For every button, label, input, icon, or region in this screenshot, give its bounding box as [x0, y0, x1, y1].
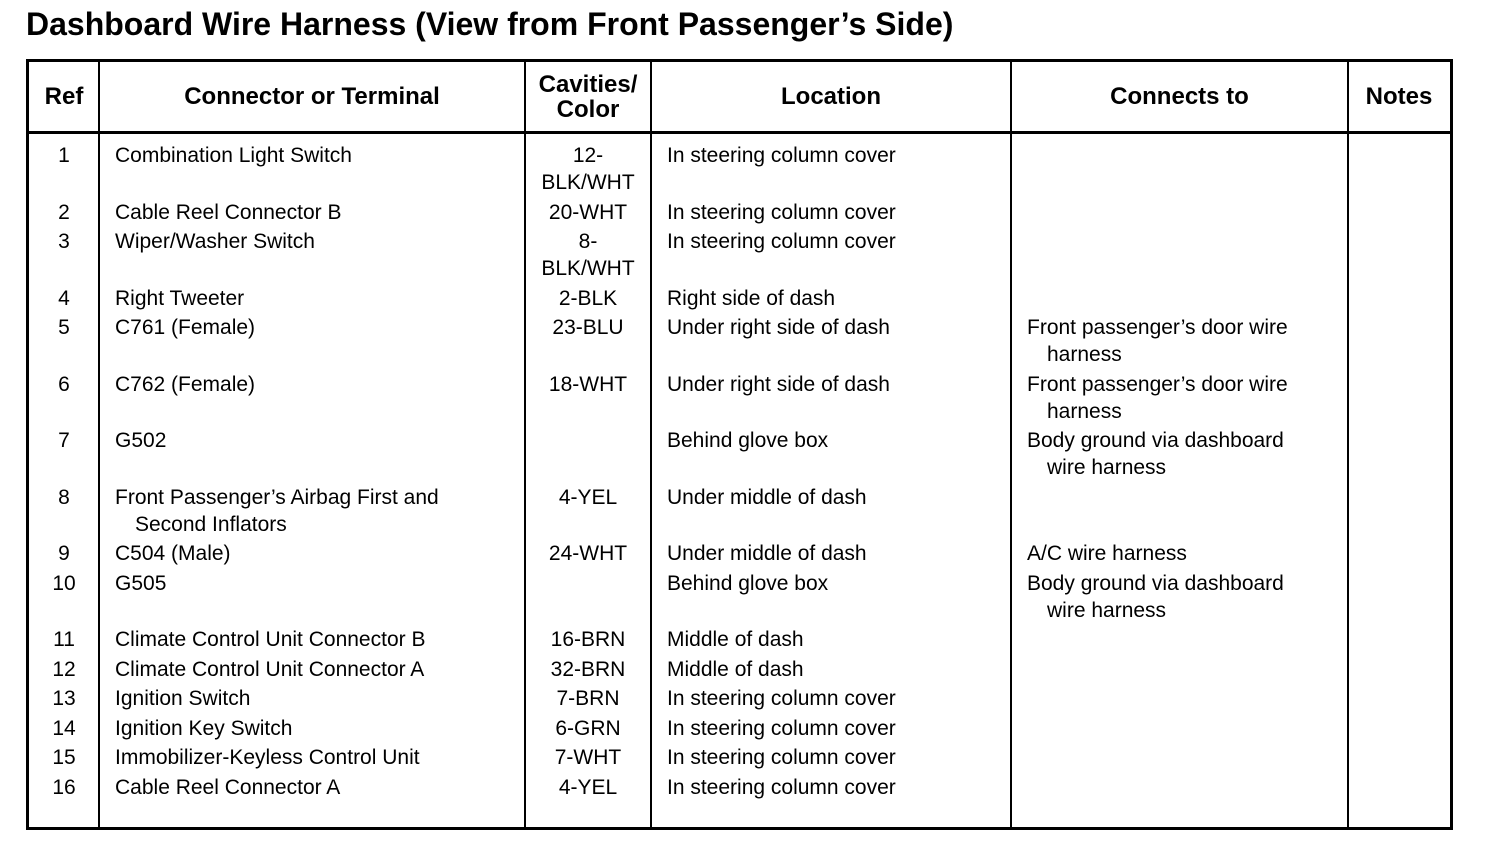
cell-location: Middle of dash: [667, 657, 804, 681]
cell-ref: 6: [58, 372, 70, 396]
cell-location: Right side of dash: [667, 286, 836, 310]
cell-location: In steering column cover: [667, 144, 896, 167]
cell-ref: 1: [58, 144, 70, 167]
cell-location: Behind glove box: [667, 571, 829, 595]
cell-connector-line: G502: [115, 429, 167, 452]
cell-cavities-line: 20-WHT: [548, 200, 628, 224]
cell-location: In steering column cover: [667, 230, 896, 253]
table-row: [29, 427, 1450, 481]
table-row: [29, 142, 1450, 196]
cell-cavities-line: 24-WHT: [548, 542, 628, 565]
cell-connects-to-line: A/C wire harness: [1027, 542, 1187, 565]
cell-connector: [115, 715, 535, 742]
cell-connector-line: C762 (Female): [115, 372, 256, 396]
cell-connects-to-line: harness: [1047, 399, 1122, 423]
cell-ref: 4: [58, 286, 70, 310]
header-notes: Notes: [1365, 83, 1433, 110]
cell-connects-to-line: harness: [1047, 343, 1122, 366]
table-header-row: [29, 62, 1450, 134]
cell-connector: [115, 199, 535, 226]
cell-ref: 16: [52, 775, 76, 799]
cell-connects-to: [1027, 540, 1347, 567]
cell-cavities: [526, 715, 650, 742]
cell-connector: [115, 626, 535, 653]
cell-cavities-line: 16-BRN: [550, 628, 626, 651]
cell-connects-to: [1027, 371, 1347, 425]
table-row: [29, 656, 1450, 683]
cell-connects-to-line: Body ground via dashboard: [1027, 571, 1284, 595]
cell-connector-line: Ignition Key Switch: [115, 716, 293, 740]
table-row: [29, 228, 1450, 282]
cell-cavities-line: BLK/WHT: [541, 171, 635, 194]
header-connects-to: Connects to: [1110, 83, 1249, 110]
table-row: [29, 540, 1450, 567]
table-row: [29, 774, 1450, 801]
cell-connector-line: Cable Reel Connector A: [115, 775, 341, 799]
cell-connector: [115, 427, 535, 454]
cell-cavities-line: 8-: [578, 230, 598, 253]
cell-location: In steering column cover: [667, 716, 896, 740]
cell-connector: [115, 540, 535, 567]
cell-cavities: [526, 744, 650, 771]
cell-cavities-line: 6-GRN: [555, 716, 621, 740]
page-title: Dashboard Wire Harness (View from Front Passenger’s Side): [26, 6, 954, 42]
cell-connector-line: Immobilizer-Keyless Control Unit: [115, 746, 420, 769]
cell-cavities: [526, 314, 650, 341]
cell-connects-to-line: wire harness: [1047, 456, 1167, 479]
cell-cavities-line: 4-YEL: [558, 775, 618, 799]
cell-connector-line: C504 (Male): [115, 542, 231, 565]
cell-cavities: [526, 626, 650, 653]
cell-connector-line: Cable Reel Connector B: [115, 200, 342, 224]
cell-location: Under right side of dash: [667, 372, 890, 396]
header-location: Location: [781, 83, 881, 110]
cell-connector-line: Combination Light Switch: [115, 144, 352, 167]
cell-location: Under right side of dash: [667, 316, 890, 339]
wire-harness-table: [26, 59, 1453, 830]
cell-connector-line: C761 (Female): [115, 316, 256, 339]
cell-location: In steering column cover: [667, 200, 896, 224]
cell-connector: [115, 774, 535, 801]
cell-connector: [115, 228, 535, 255]
cell-location: In steering column cover: [667, 746, 896, 769]
cell-connector: [115, 685, 535, 712]
cell-connects-to-line: wire harness: [1047, 598, 1167, 622]
cell-connector: [115, 656, 535, 683]
cell-cavities-line: 4-YEL: [558, 485, 618, 509]
header-cavities: [525, 62, 651, 131]
cell-cavities: [526, 685, 650, 712]
cell-connector: [115, 285, 535, 312]
cell-cavities-line: BLK/WHT: [541, 257, 635, 280]
table-row: [29, 685, 1450, 712]
cell-connects-to: [1027, 570, 1347, 624]
table-row: [29, 371, 1450, 425]
cell-connector-line: Climate Control Unit Connector A: [115, 657, 425, 681]
cell-ref: 12: [52, 657, 76, 681]
cell-connects-to-line: Body ground via dashboard: [1027, 429, 1284, 452]
header-ref: Ref: [44, 83, 84, 110]
cell-connects-to-line: Front passenger’s door wire: [1027, 372, 1288, 396]
cell-connector-line: Climate Control Unit Connector B: [115, 628, 426, 651]
cell-location: In steering column cover: [667, 687, 896, 710]
header-cavities-line2: Color: [556, 95, 620, 123]
cell-ref: 3: [58, 230, 70, 253]
table-row: [29, 570, 1450, 624]
header-connector: Connector or Terminal: [184, 83, 440, 110]
cell-connector: [115, 570, 535, 597]
table-row: [29, 285, 1450, 312]
cell-connector-line: Ignition Switch: [115, 687, 251, 710]
cell-cavities: [526, 199, 650, 226]
cell-ref: 9: [58, 542, 70, 565]
cell-ref: 2: [58, 200, 70, 224]
cell-cavities-line: 12-: [572, 144, 604, 167]
cell-connects-to-line: Front passenger’s door wire: [1027, 316, 1288, 339]
cell-ref: 15: [52, 746, 76, 769]
cell-connector: [115, 371, 535, 398]
cell-connector: [115, 142, 535, 169]
cell-connector: [115, 314, 535, 341]
cell-cavities-line: 2-BLK: [558, 286, 618, 310]
cell-connector-line: Right Tweeter: [115, 286, 245, 310]
header-cavities-line1: Cavities/: [538, 70, 638, 98]
cell-connects-to: [1027, 314, 1347, 368]
cell-cavities-line: 18-WHT: [548, 372, 628, 396]
cell-ref: 14: [52, 716, 76, 740]
cell-ref: 8: [58, 485, 70, 509]
cell-cavities: [526, 774, 650, 801]
cell-location: Behind glove box: [667, 429, 829, 452]
cell-location: In steering column cover: [667, 775, 896, 799]
cell-ref: 13: [52, 687, 76, 710]
cell-cavities: [526, 484, 650, 511]
cell-ref: 11: [53, 628, 75, 651]
cell-cavities-line: 7-WHT: [554, 746, 622, 769]
cell-location: Under middle of dash: [667, 542, 867, 565]
cell-ref: 5: [58, 316, 70, 339]
cell-cavities: [526, 656, 650, 683]
cell-location: Middle of dash: [667, 628, 804, 651]
cell-cavities: [526, 142, 650, 196]
cell-cavities-line: 32-BRN: [550, 657, 626, 681]
cell-cavities: [526, 540, 650, 567]
table-row: [29, 626, 1450, 653]
cell-connector: [115, 484, 535, 538]
cell-connector-line: Second Inflators: [135, 512, 287, 536]
cell-cavities-line: 7-BRN: [556, 687, 620, 710]
cell-connector-line: Front Passenger’s Airbag First and: [115, 485, 439, 509]
table-row: [29, 484, 1450, 538]
cell-location: Under middle of dash: [667, 485, 867, 509]
cell-ref: 10: [52, 571, 76, 595]
cell-connector-line: Wiper/Washer Switch: [115, 230, 315, 253]
cell-cavities: [526, 285, 650, 312]
cell-connector: [115, 744, 535, 771]
cell-cavities-line: 23-BLU: [552, 316, 624, 339]
cell-cavities: [526, 371, 650, 398]
cell-ref: 7: [58, 429, 70, 452]
table-row: [29, 314, 1450, 368]
cell-cavities: [526, 228, 650, 282]
cell-connects-to: [1027, 427, 1347, 481]
cell-connector-line: G505: [115, 571, 167, 595]
table-row: [29, 744, 1450, 771]
table-row: [29, 715, 1450, 742]
table-row: [29, 199, 1450, 226]
